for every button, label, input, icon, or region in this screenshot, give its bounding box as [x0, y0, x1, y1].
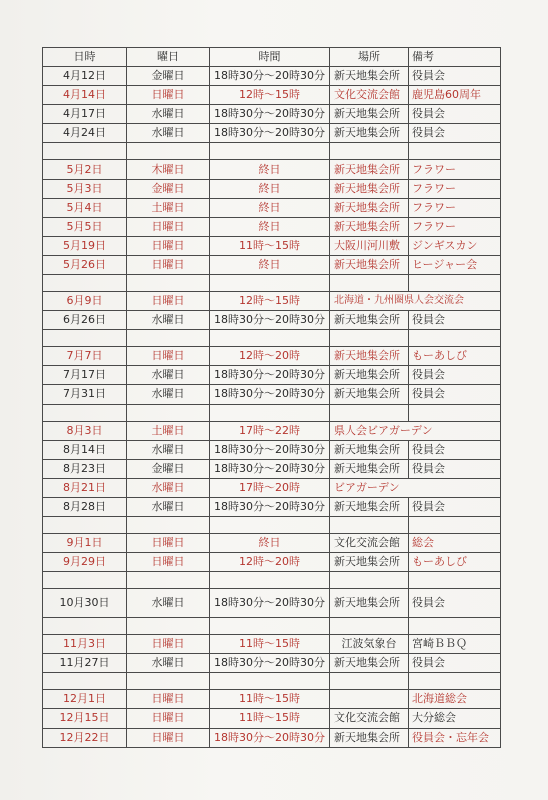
cell-time: 終日	[210, 533, 330, 552]
cell-place: 新天地集会所	[330, 311, 409, 330]
cell-day: 水曜日	[127, 124, 210, 143]
cell-place: 新天地集会所	[330, 654, 409, 673]
cell-day: 金曜日	[127, 67, 210, 86]
cell-note: 大分総会	[409, 709, 501, 728]
spacer-row	[43, 275, 501, 292]
spacer-row	[43, 673, 501, 690]
cell-time: 12時～15時	[210, 86, 330, 105]
cell-note: フラワー	[409, 217, 501, 236]
table-row	[43, 497, 501, 516]
cell-day: 日曜日	[127, 236, 210, 255]
cell-note: もーあしび	[409, 347, 501, 366]
cell-place: 新天地集会所	[330, 160, 409, 179]
cell-day: 日曜日	[127, 553, 210, 572]
cell-time: 終日	[210, 255, 330, 274]
cell-time: 11時～15時	[210, 635, 330, 654]
spacer-row	[43, 572, 501, 589]
cell-place: 文化交流会館	[330, 709, 409, 728]
cell-day: 水曜日	[127, 478, 210, 497]
cell-date: 7月17日	[43, 366, 127, 385]
table-row	[43, 533, 501, 552]
cell-place: 新天地集会所	[330, 255, 409, 274]
cell-date: 8月23日	[43, 459, 127, 478]
cell-note: 役員会	[409, 67, 501, 86]
cell-place: 新天地集会所	[330, 198, 409, 217]
table-row	[43, 311, 501, 330]
cell-day: 日曜日	[127, 728, 210, 747]
cell-day: 金曜日	[127, 459, 210, 478]
cell-time: 11時～15時	[210, 236, 330, 255]
cell-place: 新天地集会所	[330, 459, 409, 478]
cell-date: 6月9日	[43, 292, 127, 311]
cell-day: 水曜日	[127, 366, 210, 385]
cell-day: 日曜日	[127, 347, 210, 366]
cell-place: 新天地集会所	[330, 105, 409, 124]
cell-time: 終日	[210, 198, 330, 217]
cell-time: 18時30分～20時30分	[210, 124, 330, 143]
cell-date: 8月21日	[43, 478, 127, 497]
cell-note: 総会	[409, 533, 501, 552]
cell-date: 12月15日	[43, 709, 127, 728]
cell-date: 9月1日	[43, 533, 127, 552]
cell-time: 終日	[210, 217, 330, 236]
cell-place: 新天地集会所	[330, 217, 409, 236]
cell-day: 日曜日	[127, 635, 210, 654]
schedule-table	[42, 47, 501, 748]
table-row	[43, 179, 501, 198]
cell-time: 18時30分～20時30分	[210, 67, 330, 86]
cell-place: 新天地集会所	[330, 366, 409, 385]
cell-time: 終日	[210, 179, 330, 198]
cell-place: 新天地集会所	[330, 497, 409, 516]
cell-date: 5月5日	[43, 217, 127, 236]
table-row	[43, 236, 501, 255]
cell-day: 水曜日	[127, 497, 210, 516]
cell-day: 水曜日	[127, 440, 210, 459]
cell-place: 北海道・九州圏県人会交流会	[330, 292, 501, 311]
cell-note: フラワー	[409, 160, 501, 179]
cell-place: 新天地集会所	[330, 385, 409, 404]
table-row	[43, 67, 501, 86]
cell-note: 役員会	[409, 124, 501, 143]
cell-date: 4月12日	[43, 67, 127, 86]
cell-date: 9月29日	[43, 553, 127, 572]
cell-date: 7月31日	[43, 385, 127, 404]
cell-time: 18時30分～20時30分	[210, 366, 330, 385]
cell-note: フラワー	[409, 198, 501, 217]
table-row	[43, 635, 501, 654]
cell-time: 18時30分～20時30分	[210, 589, 330, 618]
cell-place: 新天地集会所	[330, 553, 409, 572]
cell-place: 江波気象台	[330, 635, 409, 654]
cell-date: 8月14日	[43, 440, 127, 459]
spacer-row	[43, 618, 501, 635]
cell-place: 新天地集会所	[330, 67, 409, 86]
header-date: 日時	[43, 48, 127, 67]
cell-date: 8月28日	[43, 497, 127, 516]
cell-date: 5月3日	[43, 179, 127, 198]
cell-time: 18時30分～20時30分	[210, 105, 330, 124]
cell-time: 18時30分～20時30分	[210, 497, 330, 516]
table-row	[43, 654, 501, 673]
cell-note: 鹿児島60周年	[409, 86, 501, 105]
cell-date: 8月3日	[43, 421, 127, 440]
cell-place: 文化交流会館	[330, 86, 409, 105]
cell-day: 日曜日	[127, 255, 210, 274]
cell-time: 18時30分～20時30分	[210, 654, 330, 673]
cell-note: 役員会	[409, 654, 501, 673]
cell-day: 土曜日	[127, 198, 210, 217]
table-row	[43, 385, 501, 404]
cell-place: 文化交流会館	[330, 533, 409, 552]
header-day: 曜日	[127, 48, 210, 67]
cell-date: 5月19日	[43, 236, 127, 255]
cell-time: 18時30分～20時30分	[210, 385, 330, 404]
cell-time: 12時～15時	[210, 292, 330, 311]
table-row	[43, 589, 501, 618]
table-row	[43, 105, 501, 124]
cell-day: 日曜日	[127, 709, 210, 728]
cell-note: 北海道総会	[409, 690, 501, 709]
cell-place: 新天地集会所	[330, 440, 409, 459]
cell-date: 5月2日	[43, 160, 127, 179]
cell-day: 金曜日	[127, 179, 210, 198]
cell-place: 新天地集会所	[330, 728, 409, 747]
cell-place: 大阪川河川敷	[330, 236, 409, 255]
cell-place	[330, 690, 409, 709]
cell-day: 水曜日	[127, 311, 210, 330]
table-row	[43, 366, 501, 385]
cell-time: 11時～15時	[210, 709, 330, 728]
cell-time: 18時30分～20時30分	[210, 728, 330, 747]
cell-note: 役員会	[409, 440, 501, 459]
cell-time: 18時30分～20時30分	[210, 311, 330, 330]
table-row	[43, 255, 501, 274]
cell-date: 10月30日	[43, 589, 127, 618]
cell-date: 12月1日	[43, 690, 127, 709]
cell-place: 県人会ビアガーデン	[330, 421, 501, 440]
cell-note: 役員会・忘年会	[409, 728, 501, 747]
cell-day: 土曜日	[127, 421, 210, 440]
cell-date: 4月24日	[43, 124, 127, 143]
cell-time: 18時30分～20時30分	[210, 440, 330, 459]
cell-note: 宮崎ＢＢＱ	[409, 635, 501, 654]
cell-note: 役員会	[409, 311, 501, 330]
table-row	[43, 198, 501, 217]
cell-day: 水曜日	[127, 589, 210, 618]
spacer-row	[43, 330, 501, 347]
cell-note: 役員会	[409, 459, 501, 478]
cell-date: 11月27日	[43, 654, 127, 673]
table-row	[43, 728, 501, 747]
cell-place: 新天地集会所	[330, 347, 409, 366]
header-row	[43, 48, 501, 67]
cell-note: 役員会	[409, 385, 501, 404]
cell-date: 6月26日	[43, 311, 127, 330]
table-row	[43, 709, 501, 728]
cell-time: 12時～20時	[210, 553, 330, 572]
cell-note: フラワー	[409, 179, 501, 198]
cell-time: 17時～20時	[210, 478, 330, 497]
cell-place: 新天地集会所	[330, 179, 409, 198]
cell-time: 18時30分～20時30分	[210, 459, 330, 478]
cell-time: 終日	[210, 160, 330, 179]
spacer-row	[43, 516, 501, 533]
cell-day: 日曜日	[127, 533, 210, 552]
cell-time: 11時～15時	[210, 690, 330, 709]
cell-place: ビアガーデン	[330, 478, 501, 497]
table-row	[43, 459, 501, 478]
table-row	[43, 440, 501, 459]
cell-date: 4月17日	[43, 105, 127, 124]
table-row	[43, 347, 501, 366]
table-row	[43, 86, 501, 105]
cell-day: 水曜日	[127, 654, 210, 673]
cell-note: 役員会	[409, 366, 501, 385]
cell-date: 5月26日	[43, 255, 127, 274]
cell-time: 17時～22時	[210, 421, 330, 440]
cell-day: 日曜日	[127, 292, 210, 311]
table-row	[43, 160, 501, 179]
cell-place: 新天地集会所	[330, 589, 409, 618]
table-row	[43, 292, 501, 311]
cell-note: 役員会	[409, 589, 501, 618]
cell-date: 7月7日	[43, 347, 127, 366]
cell-note: もーあしび	[409, 553, 501, 572]
table-row	[43, 553, 501, 572]
cell-note: ジンギスカン	[409, 236, 501, 255]
header-note: 備考	[409, 48, 501, 67]
header-time: 時間	[210, 48, 330, 67]
cell-day: 日曜日	[127, 86, 210, 105]
cell-time: 12時～20時	[210, 347, 330, 366]
cell-day: 水曜日	[127, 385, 210, 404]
table-row	[43, 690, 501, 709]
cell-day: 日曜日	[127, 690, 210, 709]
cell-date: 4月14日	[43, 86, 127, 105]
cell-note: ヒージャー会	[409, 255, 501, 274]
cell-place: 新天地集会所	[330, 124, 409, 143]
table-row	[43, 217, 501, 236]
cell-day: 木曜日	[127, 160, 210, 179]
cell-note: 役員会	[409, 497, 501, 516]
cell-day: 日曜日	[127, 217, 210, 236]
cell-date: 12月22日	[43, 728, 127, 747]
table-row	[43, 421, 501, 440]
spacer-row	[43, 404, 501, 421]
cell-date: 11月3日	[43, 635, 127, 654]
cell-note: 役員会	[409, 105, 501, 124]
header-place: 場所	[330, 48, 409, 67]
spacer-row	[43, 143, 501, 160]
table-row	[43, 478, 501, 497]
table-row	[43, 124, 501, 143]
cell-date: 5月4日	[43, 198, 127, 217]
cell-day: 水曜日	[127, 105, 210, 124]
